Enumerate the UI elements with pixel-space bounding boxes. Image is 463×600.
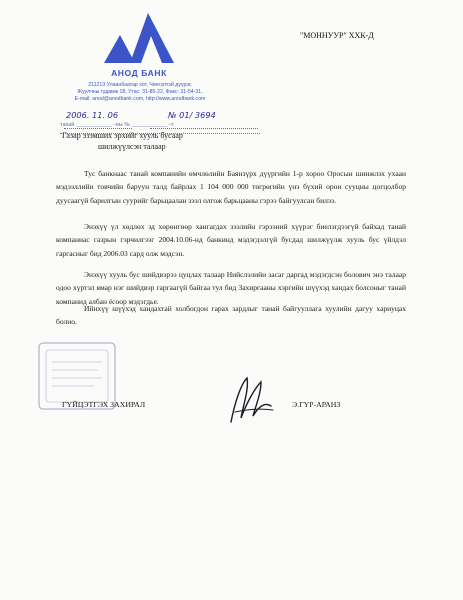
ref-number-value: 01/ 3694 bbox=[179, 110, 216, 120]
body-paragraph-1: Тус банкнаас танай компанийн өмчлөлийн Баянзүрх дүүргийн 1-р хороо Оросын шинжлэх ухаан мэдээллийн товчийн баруун талд байрлах 1 104 000 000 төгрөгийн үнэ бүхий орон сууцны цогцолбор дуусаагүй барилгын суурийг барьцаалан зээл олгож барьцааны гэрээ байгуулсан билээ. bbox=[56, 169, 406, 205]
reply-ref: танай ____________ -ны № ____________ -т bbox=[60, 122, 174, 128]
bank-phone-fax-line: Жуулчны гудамж 18, Утас: 31-85-22, Факс: 31-54-31, bbox=[77, 89, 203, 95]
ref-date: 2006. 11. 06 bbox=[66, 110, 119, 120]
anod-bank-logo bbox=[104, 9, 180, 65]
ref-number-prefix: № bbox=[168, 110, 177, 120]
bank-address-line: 211213 Улаанбаатар хот, Чингэлтэй дүүрэг, bbox=[88, 82, 192, 88]
bank-name: АНОД БАНК bbox=[111, 68, 167, 78]
logo-triangle-left bbox=[104, 35, 135, 63]
ref-number bbox=[168, 110, 216, 120]
body-paragraph-3: Энэхүү хууль бус шийдвэрээ цуцлах талаар Нийслэлийн засаг даргад мэдэгдсэн болович энэ талаар одоо хүртэл ямар нэг шийдвэр гаргаагүй байгаа тул бид Захиргааны хэргийн шүүхэд хандах болсоныг танай компанид албан ёсоор мэдэгдье. bbox=[56, 270, 406, 306]
recipient: "МОННУУР" ХХК-Д bbox=[300, 31, 374, 40]
signatory-name: Э.ГҮР-АРАНЗ bbox=[292, 400, 341, 409]
body-paragraph-4: Ийнхүү шүүхэд хандахтай холбогдон гарах зардлыг танай байгууллага хуулийн дагуу хариуцах болно. bbox=[56, 304, 406, 327]
subject-line-1: Газар эзэмших эрхийг хууль бусаар bbox=[62, 131, 183, 140]
body-paragraph-2: Энэхүү үл хөдлөх эд хөрөнгөөр хангагдах зээлийн гэрээний хүүрэг биелэгдээгүй байхад танай компаниас газрын гэрчилгээг 2004.10.06-нд банкинд мэдэгдэлгүй бусдад шилжүүлж хууль бус үйлдэл гаргасныг бид 2006.03 сард олж мэдсэн. bbox=[56, 222, 406, 258]
signature-icon bbox=[225, 372, 277, 428]
subject-line-2: шилжүүлсэн талаар bbox=[98, 142, 166, 151]
signatory-title: ГҮЙЦЭТГЭХ ЗАХИРАЛ bbox=[62, 400, 146, 409]
bank-contact-line: E-mail: anod@anodbank.com, http://www.anodbank.com bbox=[74, 96, 206, 102]
